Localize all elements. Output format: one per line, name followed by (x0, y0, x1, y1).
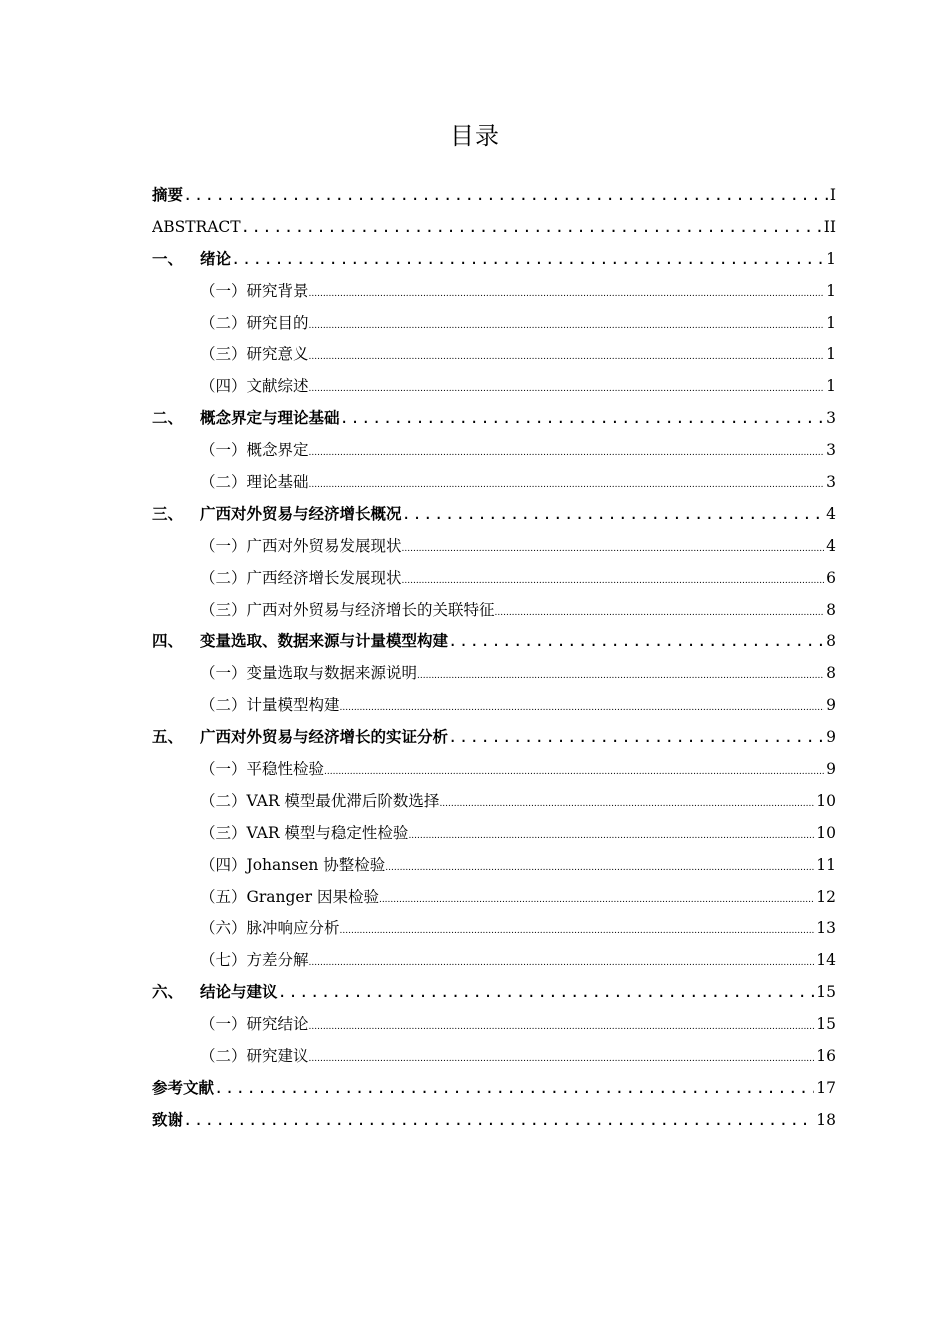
toc-entry-chapter[interactable] (152, 180, 836, 212)
toc-entry-chapter[interactable] (152, 626, 836, 658)
toc-entry-title: （三）研究意义 (200, 345, 309, 364)
toc-entry-page-number: 4 (826, 536, 836, 555)
dot-leader (495, 598, 825, 627)
toc-entry-title: （五）Granger 因果检验 (200, 887, 379, 906)
toc-entry-page-number: 8 (826, 632, 836, 651)
toc-entry-page-number: I (829, 186, 836, 204)
dot-leader (402, 534, 825, 563)
toc-entry-page-number: 1 (826, 249, 836, 268)
toc-entry-section[interactable] (152, 754, 836, 786)
toc-entry-page-number: 8 (826, 600, 836, 619)
toc-entry-page-number: 1 (826, 281, 836, 300)
toc-entry-section[interactable] (152, 371, 836, 403)
page-title: 目录 (450, 122, 500, 150)
toc-entry-page-number: 17 (816, 1078, 836, 1097)
toc-entry-section[interactable] (152, 339, 836, 371)
toc-entry-chapter[interactable] (152, 244, 836, 276)
toc-entry-section[interactable] (152, 850, 836, 882)
toc-entry-title: （二）VAR 模型最优滞后阶数选择 (200, 791, 440, 810)
dot-leader (183, 180, 828, 212)
toc-entry-section[interactable] (152, 435, 836, 467)
toc-entry-number: 二、 (152, 409, 184, 428)
toc-entry-title: （二）理论基础 (200, 473, 309, 492)
toc-entry-title: 致谢 (152, 1110, 184, 1129)
dot-leader (309, 1012, 815, 1041)
dot-leader (309, 438, 825, 467)
dot-leader (231, 244, 824, 276)
toc-entry-chapter[interactable] (152, 1105, 836, 1137)
toc-entry-section[interactable] (152, 786, 836, 818)
toc-entry-section[interactable] (152, 308, 836, 340)
dot-leader (309, 342, 825, 371)
toc-entry-title: （六）脉冲响应分析 (200, 919, 340, 938)
toc-entry-section[interactable] (152, 690, 836, 722)
toc-entry-section[interactable] (152, 818, 836, 850)
toc-entry-page-number: 15 (816, 1015, 836, 1034)
toc-entry-title: 绪论 (200, 249, 232, 268)
toc-entry-section[interactable] (152, 945, 836, 977)
toc-entry-page-number: 8 (826, 664, 836, 683)
toc-entry-section[interactable] (152, 658, 836, 690)
dot-leader (324, 757, 824, 786)
toc-entry-chapter[interactable] (152, 499, 836, 531)
dot-leader (241, 212, 822, 244)
dot-leader (309, 470, 825, 499)
dot-leader (340, 693, 825, 722)
toc-entry-title: ABSTRACT (152, 217, 241, 236)
toc-entry-section[interactable] (152, 595, 836, 627)
toc-entry-page-number: 18 (816, 1110, 836, 1129)
toc-entry-section[interactable] (152, 1009, 836, 1041)
toc-entry-title: （一）研究结论 (200, 1015, 309, 1034)
toc-entry-section[interactable] (152, 1041, 836, 1073)
toc-entry-section[interactable] (152, 563, 836, 595)
table-of-contents (152, 180, 836, 1137)
dot-leader (278, 977, 815, 1009)
toc-entry-page-number: 12 (816, 887, 836, 906)
dot-leader (448, 722, 824, 754)
toc-entry-title: （三）VAR 模型与稳定性检验 (200, 823, 409, 842)
toc-entry-section[interactable] (152, 276, 836, 308)
toc-entry-number: 五、 (152, 728, 184, 747)
toc-entry-title: （七）方差分解 (200, 951, 309, 970)
toc-entry-page-number: 6 (826, 568, 836, 587)
toc-entry-page-number: 1 (826, 345, 836, 364)
dot-leader (402, 499, 825, 531)
toc-entry-title: 概念界定与理论基础 (200, 409, 340, 428)
toc-entry-page-number: 15 (816, 983, 836, 1002)
toc-entry-title: （四）Johansen 协整检验 (200, 855, 386, 874)
dot-leader (309, 279, 825, 308)
toc-entry-chapter[interactable] (152, 1073, 836, 1105)
toc-entry-title: （三）广西对外贸易与经济增长的关联特征 (200, 600, 495, 619)
dot-leader (340, 916, 815, 945)
toc-entry-chapter[interactable] (152, 212, 836, 244)
toc-entry-title: （二）广西经济增长发展现状 (200, 568, 402, 587)
toc-entry-chapter[interactable] (152, 722, 836, 754)
dot-leader (408, 821, 814, 850)
dot-leader (417, 661, 824, 690)
toc-entry-section[interactable] (152, 531, 836, 563)
toc-entry-title: （四）文献综述 (200, 377, 309, 396)
toc-entry-page-number: 11 (816, 855, 836, 874)
toc-entry-chapter[interactable] (152, 403, 836, 435)
toc-entry-section[interactable] (152, 467, 836, 499)
toc-entry-page-number: 10 (816, 823, 836, 842)
toc-entry-title: 广西对外贸易与经济增长概况 (200, 504, 402, 523)
toc-entry-title: （一）平稳性检验 (200, 760, 325, 779)
toc-entry-title: 变量选取、数据来源与计量模型构建 (200, 632, 449, 651)
toc-entry-page-number: 3 (826, 409, 836, 428)
toc-entry-page-number: 4 (826, 504, 836, 523)
toc-entry-title: 摘要 (152, 186, 184, 204)
toc-entry-page-number: 1 (826, 313, 836, 332)
toc-entry-page-number: 14 (816, 951, 836, 970)
toc-entry-page-number: 3 (826, 441, 836, 460)
dot-leader (402, 566, 825, 595)
toc-entry-page-number: 9 (826, 760, 836, 779)
toc-entry-number: 三、 (152, 504, 184, 523)
toc-entry-page-number: 13 (816, 919, 836, 938)
toc-entry-page-number: 9 (826, 728, 836, 747)
dot-leader (340, 403, 825, 435)
toc-entry-title: （一）概念界定 (200, 441, 309, 460)
toc-entry-number: 六、 (152, 983, 184, 1002)
dot-leader (309, 374, 825, 403)
toc-entry-page-number: II (823, 217, 836, 236)
toc-entry-number: 一、 (152, 249, 184, 268)
toc-entry-page-number: 3 (826, 473, 836, 492)
toc-entry-title: 广西对外贸易与经济增长的实证分析 (200, 728, 449, 747)
dot-leader (439, 789, 814, 818)
toc-entry-page-number: 16 (816, 1047, 836, 1066)
toc-entry-page-number: 9 (826, 696, 836, 715)
toc-entry-title: 结论与建议 (200, 983, 278, 1002)
toc-entry-title: 参考文献 (152, 1078, 215, 1097)
toc-entry-title: （一）研究背景 (200, 281, 309, 300)
dot-leader (309, 311, 825, 340)
toc-entry-page-number: 10 (816, 791, 836, 810)
toc-entry-section[interactable] (152, 913, 836, 945)
dot-leader (379, 885, 814, 914)
toc-entry-title: （二）研究目的 (200, 313, 309, 332)
toc-entry-title: （一）广西对外贸易发展现状 (200, 536, 402, 555)
toc-entry-title: （二）研究建议 (200, 1047, 309, 1066)
toc-entry-chapter[interactable] (152, 977, 836, 1009)
toc-entry-section[interactable] (152, 882, 836, 914)
toc-entry-page-number: 1 (826, 377, 836, 396)
dot-leader (214, 1073, 814, 1105)
dot-leader (309, 948, 815, 977)
dot-leader (309, 1044, 815, 1073)
toc-entry-title: （一）变量选取与数据来源说明 (200, 664, 418, 683)
dot-leader (448, 626, 824, 658)
dot-leader (385, 853, 814, 882)
dot-leader (183, 1105, 814, 1137)
toc-entry-number: 四、 (152, 632, 184, 651)
toc-entry-title: （二）计量模型构建 (200, 696, 340, 715)
